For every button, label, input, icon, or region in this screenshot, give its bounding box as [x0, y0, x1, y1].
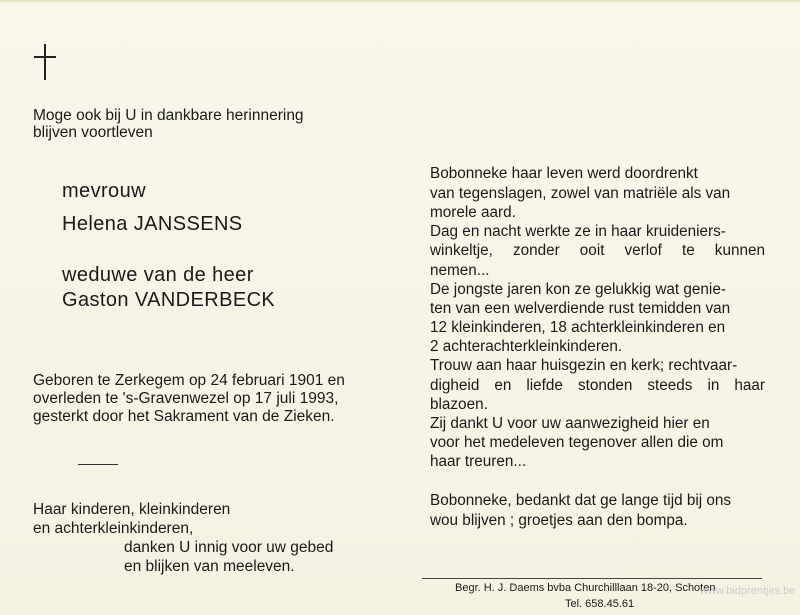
eulogy-line: Dag en nacht werkte ze in haar kruideniers-	[430, 223, 726, 240]
intro-line-2: blijven voortleven	[33, 124, 153, 141]
life-line-3: gesterkt door het Sakrament van de Zieken.	[33, 408, 335, 425]
eulogy-line: ten van een welverdiende rust temidden van	[430, 300, 731, 317]
eulogy-line: Zij dankt U voor uw aanwezigheid hier en	[430, 415, 710, 432]
divider	[78, 464, 118, 465]
cross-icon	[30, 44, 60, 80]
title-mevrouw: mevrouw	[62, 180, 146, 202]
footer-rule	[422, 578, 762, 579]
eulogy-line: voor het medeleven tegenover allen die om	[430, 434, 724, 451]
eulogy-line: morele aard.	[430, 204, 516, 221]
husband-name: Gaston VANDERBECK	[62, 289, 276, 311]
printer-phone: Tel. 658.45.61	[565, 598, 635, 610]
family-line-4: en blijken van meeleven.	[124, 558, 295, 575]
eulogy-line: winkeltje, zonder ooit verlof te kunnen	[430, 242, 765, 259]
closing-line-1: Bobonneke, bedankt dat ge lange tijd bij ons	[430, 492, 732, 509]
closing-line-2: wou blijven ; groetjes aan den bompa.	[430, 512, 688, 529]
widow-of: weduwe van de heer	[62, 264, 254, 286]
life-line-2: overleden te 's-Gravenwezel op 17 juli 1993,	[33, 390, 339, 407]
eulogy-line: 2 achterachterkleinkinderen.	[430, 338, 623, 355]
family-line-1: Haar kinderen, kleinkinderen	[33, 501, 231, 518]
deceased-name: Helena JANSSENS	[62, 213, 243, 235]
eulogy-line: haar treuren...	[430, 453, 527, 470]
eulogy-line: 12 kleinkinderen, 18 achterkleinkinderen en	[430, 319, 726, 336]
eulogy-line: De jongste jaren kon ze gelukkig wat genie-	[430, 281, 726, 298]
eulogy-line: digheid en liefde stonden steeds in haar	[430, 377, 765, 394]
eulogy-line: blazoen.	[430, 396, 488, 413]
eulogy-line: van tegenslagen, zowel van matriële als van	[430, 185, 731, 202]
eulogy-line: nemen...	[430, 262, 490, 279]
family-line-3: danken U innig voor uw gebed	[124, 539, 334, 556]
watermark: www.bidprentjes.be	[700, 585, 796, 597]
intro-line-1: Moge ook bij U in dankbare herinnering	[33, 107, 304, 124]
printer-info: Begr. H. J. Daems bvba Churchilllaan 18-20, Schoten	[455, 582, 716, 594]
eulogy-line: Bobonneke haar leven werd doordrenkt	[430, 165, 698, 182]
life-line-1: Geboren te Zerkegem op 24 februari 1901 en	[33, 372, 345, 389]
eulogy-line: Trouw aan haar huisgezin en kerk; rechtvaar-	[430, 357, 738, 374]
family-line-2: en achterkleinkinderen,	[33, 520, 194, 537]
